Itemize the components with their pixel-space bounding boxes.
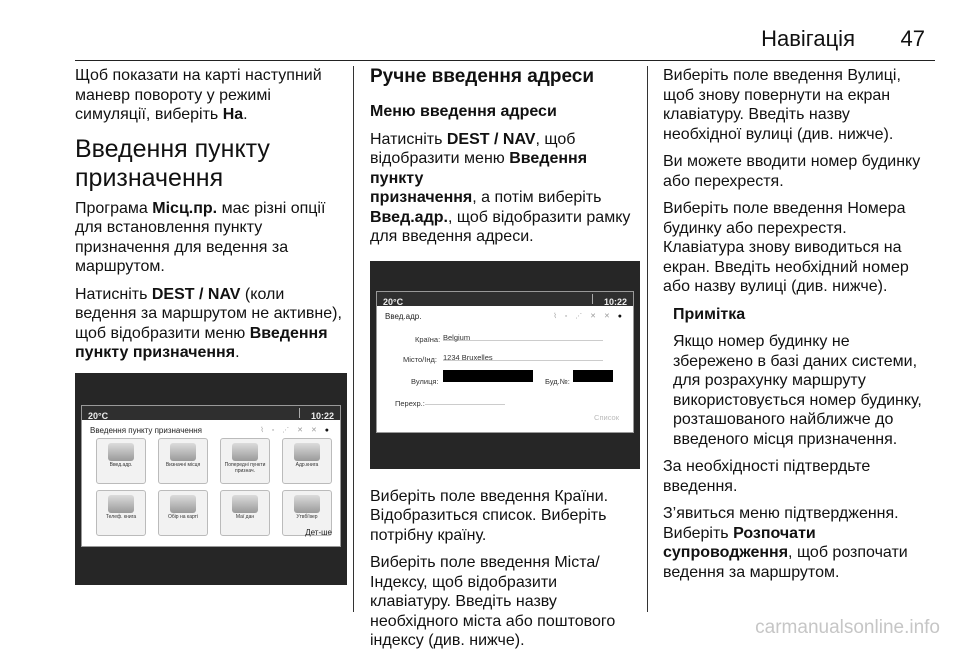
map-icon — [294, 495, 320, 513]
screen-title: Введення пункту призначення — [90, 425, 202, 435]
section-heading: Ручне введення адреси — [370, 66, 595, 87]
tile-select-on-map[interactable]: Обір на карті — [158, 490, 208, 536]
section-heading: Введення пункту призначення — [75, 134, 270, 192]
screenshot-destination-menu — [75, 373, 347, 585]
column-1 — [75, 66, 347, 603]
map-icon — [232, 443, 258, 461]
page-header — [75, 20, 935, 60]
paragraph: За необхідності підтвердьте введення. — [663, 458, 871, 495]
column-3 — [663, 66, 948, 590]
city-field[interactable]: 1234 Bruxelles — [443, 348, 603, 361]
details-button[interactable]: Дет-ше — [305, 528, 332, 537]
house-number-label: Буд.№: — [545, 376, 570, 386]
street-label: Вулиця: — [411, 376, 439, 386]
tile-favourites[interactable]: Утвбі'вер — [282, 490, 332, 536]
tile-phone-book[interactable]: Телеф. книга — [96, 490, 146, 536]
paragraph: Виберіть поле введення Країни. Відобразиться список. Виберіть потрібну країну. — [370, 487, 609, 544]
section-title: Навігація — [761, 26, 855, 51]
page-number: 47 — [900, 26, 925, 51]
paragraph: Щоб показати на карті наступний маневр повороту у режимі симуляції, виберіть На. — [75, 67, 322, 123]
column-2 — [370, 66, 640, 659]
map-icon — [170, 495, 196, 513]
subheading: Меню введення адреси — [370, 103, 557, 120]
header-rule — [75, 60, 935, 61]
crossing-field[interactable] — [425, 392, 505, 405]
city-label: Місто/Інд: — [403, 354, 437, 364]
crossing-label: Перехр.: — [395, 398, 425, 408]
paragraph: З’явиться меню підтвердження. Виберіть Розпочати супроводження, щоб розпочати ведення за маршрутом. — [663, 505, 908, 581]
note-title: Примітка — [673, 305, 746, 323]
street-field[interactable] — [443, 370, 533, 382]
map-icon — [108, 443, 134, 461]
watermark: carmanualsonline.info — [755, 617, 940, 638]
country-label: Країна: — [415, 334, 441, 344]
tile-address-book[interactable]: Адр.книга — [282, 438, 332, 484]
note-block — [663, 305, 948, 450]
tile-my-data[interactable]: Маї дан — [220, 490, 270, 536]
status-bar: 20°C 10:22 — [82, 406, 340, 420]
phone-book-icon — [108, 495, 134, 513]
map-icon — [170, 443, 196, 461]
screen-title: Введ.адр. — [385, 311, 422, 321]
infotainment-screen — [81, 405, 341, 547]
paragraph: Натисніть DEST / NAV (коли ведення за маршрутом не активне), щоб відобразити меню Введення пункту призначення. — [75, 285, 342, 361]
list-button[interactable]: Список — [594, 413, 619, 422]
paragraph: Ви можете вводити номер будинку або перехрестя. — [663, 153, 921, 190]
paragraph: Виберіть поле введення Міста/ Індексу, щоб відобразити клавіатуру. Введіть назву необхідного міста або поштового індексу (див. нижче). — [370, 554, 616, 649]
infotainment-screen — [376, 291, 634, 433]
note-text: Якщо номер будинку не збережено в базі даних системи, для розрахунку маршруту використовується номер будинку, розташованого найближче до введеного місця призначення. — [673, 333, 922, 448]
status-icons: ⌇ ▫ ⋰ ✕ ✕ ● — [260, 426, 332, 434]
country-field[interactable]: Belgium — [443, 328, 603, 341]
paragraph: Виберіть поле введення Вулиці, щоб знову повернути на екран клавіатуру. Введіть назву необхідної вулиці (див. нижче). — [663, 67, 901, 143]
status-bar: 20°C 10:22 — [377, 292, 633, 306]
paragraph: Натисніть DEST / NAV, щоб відобразити меню Введення пункту призначення, а потім виберіть Введ.адр., щоб відобразити рамку для введення адреси. — [370, 130, 631, 245]
tile-address-entry[interactable]: Введ.адр. — [96, 438, 146, 484]
tile-previous-destinations[interactable]: Попередні пункти признач. — [220, 438, 270, 484]
paragraph: Програма Місц.пр. має різні опції для встановлення пункту призначення для ведення за маршрутом. — [75, 199, 326, 275]
paragraph: Виберіть поле введення Номера будинку або перехрестя. Клавіатура знову виводиться на екран. Введіть необхідний номер або назву вулиці (див. нижче). — [663, 200, 909, 295]
house-number-field[interactable] — [573, 370, 613, 382]
column-divider — [353, 66, 354, 612]
book-icon — [294, 443, 320, 461]
tile-points-of-interest[interactable]: Визначні місця — [158, 438, 208, 484]
screenshot-address-entry — [370, 261, 640, 469]
status-icons: ⌇ ▫ ⋰ ✕ ✕ ● — [553, 312, 625, 320]
map-icon — [232, 495, 258, 513]
column-divider — [647, 66, 648, 612]
